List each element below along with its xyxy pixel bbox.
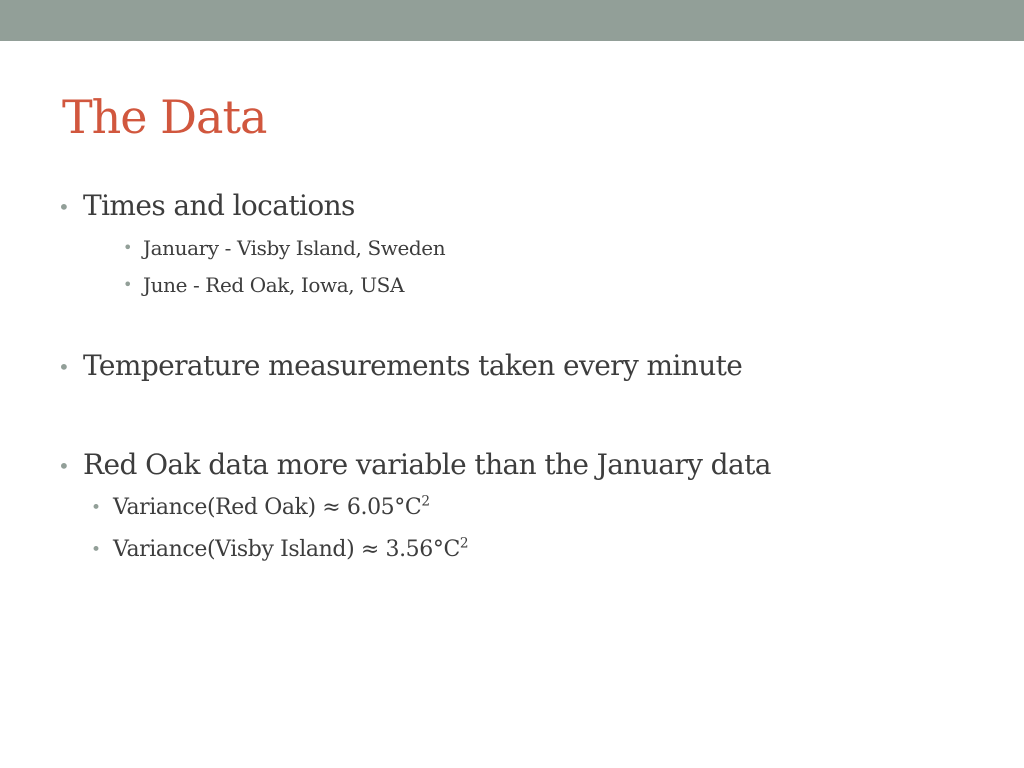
bullet-text: Temperature measurements taken every minute — [83, 349, 743, 382]
slide-title: The Data — [62, 90, 267, 144]
bullet-dot-icon: • — [123, 238, 133, 257]
bullet-dot-icon: • — [58, 195, 70, 219]
sub-bullet-item-variance-visby-island — [91, 535, 469, 565]
bullet-dot-icon: • — [123, 275, 133, 294]
bullet-dot-icon: • — [91, 498, 101, 518]
sub-bullet-item-variance-red-oak — [91, 493, 430, 523]
bullet-item-red-oak-variability — [58, 447, 771, 483]
superscript-exponent: 2 — [459, 535, 469, 552]
bullet-text: Red Oak data more variable than the January data — [83, 448, 771, 481]
top-accent-bar — [0, 0, 1024, 41]
bullet-text: Times and locations — [83, 189, 355, 222]
sub-bullet-text: January - Visby Island, Sweden — [143, 236, 446, 260]
sub-bullet-text: June - Red Oak, Iowa, USA — [143, 273, 404, 297]
bullet-dot-icon: • — [58, 355, 70, 379]
sub-bullet-item-january — [123, 234, 446, 262]
sub-bullet-text: Variance(Red Oak) ≈ 6.05°C — [113, 495, 422, 520]
bullet-dot-icon: • — [58, 454, 70, 478]
sub-bullet-item-june — [123, 271, 404, 299]
superscript-exponent: 2 — [421, 493, 430, 510]
bullet-dot-icon: • — [91, 540, 101, 560]
sub-bullet-text: Variance(Visby Island) ≈ 3.56°C — [113, 537, 460, 562]
bullet-item-times-and-locations — [58, 188, 355, 224]
bullet-item-temperature-measurements — [58, 348, 743, 384]
